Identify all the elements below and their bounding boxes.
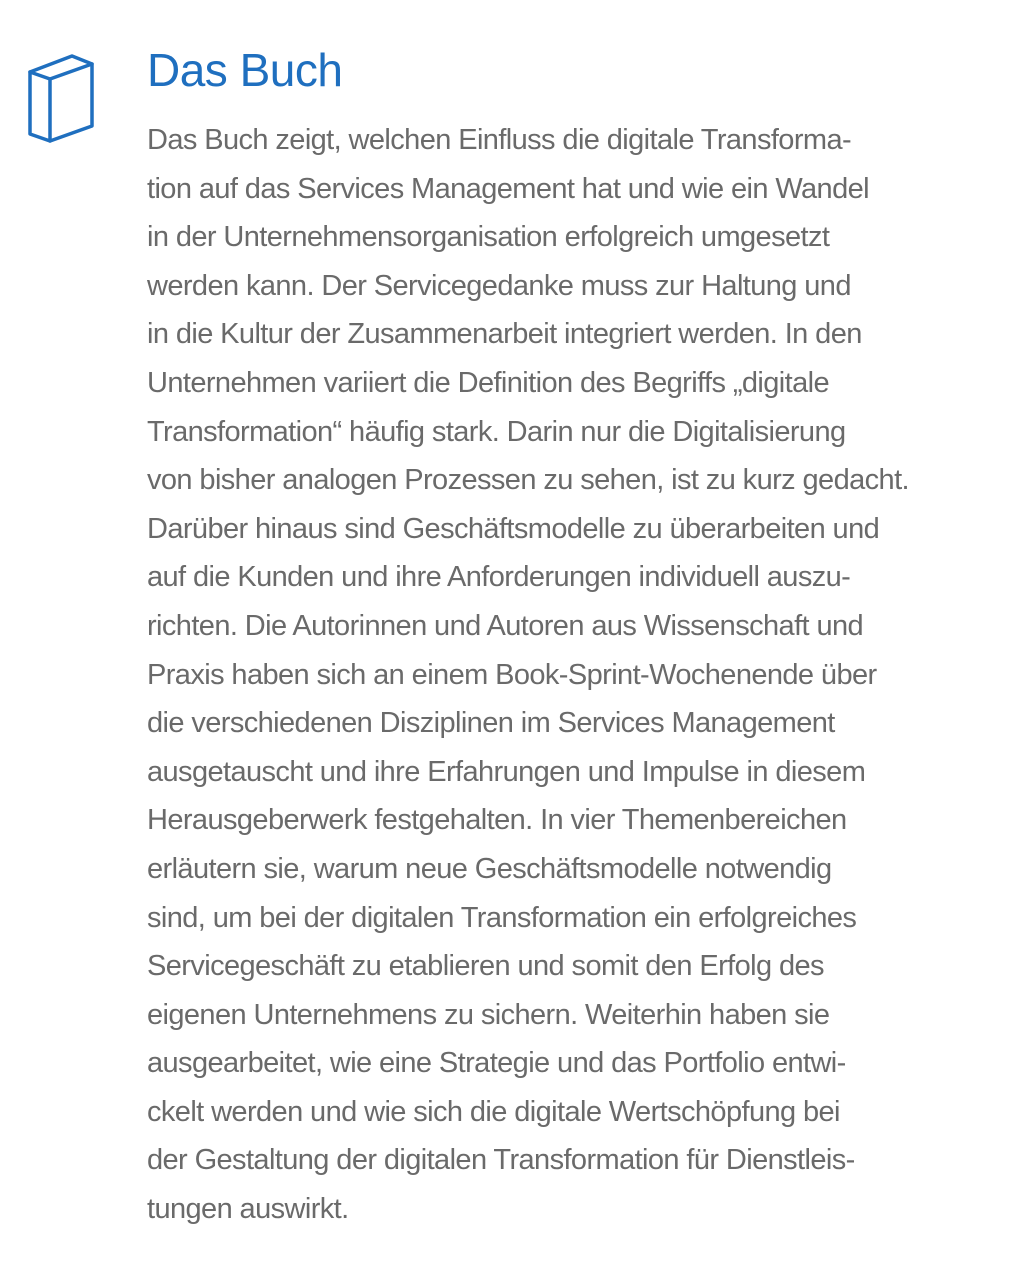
text-line: ausgearbeitet, wie eine Strategie und das Portfolio entwi- bbox=[147, 1047, 846, 1080]
book-icon bbox=[26, 52, 96, 144]
text-line: Unternehmen variiert die Definition des Begriffs „digitale bbox=[147, 366, 829, 399]
text-line: werden kann. Der Servicegedanke muss zur Haltung und bbox=[147, 269, 851, 302]
text-line: richten. Die Autorinnen und Autoren aus Wissenschaft und bbox=[147, 609, 864, 642]
text-line: in der Unternehmensorganisation erfolgreich umgesetzt bbox=[147, 221, 830, 254]
text-line: Transformation“ häufig stark. Darin nur die Digitalisierung bbox=[147, 415, 846, 448]
text-line: auf die Kunden und ihre Anforderungen individuell auszu- bbox=[147, 561, 851, 594]
text-line: tungen auswirkt. bbox=[147, 1193, 349, 1226]
text-line: von bisher analogen Prozessen zu sehen, ist zu kurz gedacht. bbox=[147, 464, 909, 497]
book-description-section bbox=[147, 40, 1007, 1234]
text-line: erläutern sie, warum neue Geschäftsmodelle notwendig bbox=[147, 852, 832, 885]
text-line: Darüber hinaus sind Geschäftsmodelle zu überarbeiten und bbox=[147, 512, 880, 545]
text-line: in die Kultur der Zusammenarbeit integriert werden. In den bbox=[147, 318, 862, 351]
text-line: ckelt werden und wie sich die digitale Wertschöpfung bei bbox=[147, 1095, 840, 1128]
section-title: Das Buch bbox=[147, 44, 343, 96]
text-line: eigenen Unternehmens zu sichern. Weiterhin haben sie bbox=[147, 998, 830, 1031]
text-line: Servicegeschäft zu etablieren und somit den Erfolg des bbox=[147, 950, 824, 983]
description-paragraph bbox=[147, 116, 1007, 1234]
text-line: die verschiedenen Disziplinen im Services Management bbox=[147, 707, 835, 740]
text-line: ausgetauscht und ihre Erfahrungen und Impulse in diesem bbox=[147, 755, 866, 788]
text-line: der Gestaltung der digitalen Transformation für Dienstleis- bbox=[147, 1144, 855, 1177]
text-line: Praxis haben sich an einem Book-Sprint-Wochenende über bbox=[147, 658, 877, 691]
text-line: sind, um bei der digitalen Transformation ein erfolgreiches bbox=[147, 901, 857, 934]
text-line: Das Buch zeigt, welchen Einfluss die digitale Transforma- bbox=[147, 124, 852, 156]
text-line: tion auf das Services Management hat und wie ein Wandel bbox=[147, 172, 869, 205]
text-line: Herausgeberwerk festgehalten. In vier Themenbereichen bbox=[147, 804, 847, 837]
